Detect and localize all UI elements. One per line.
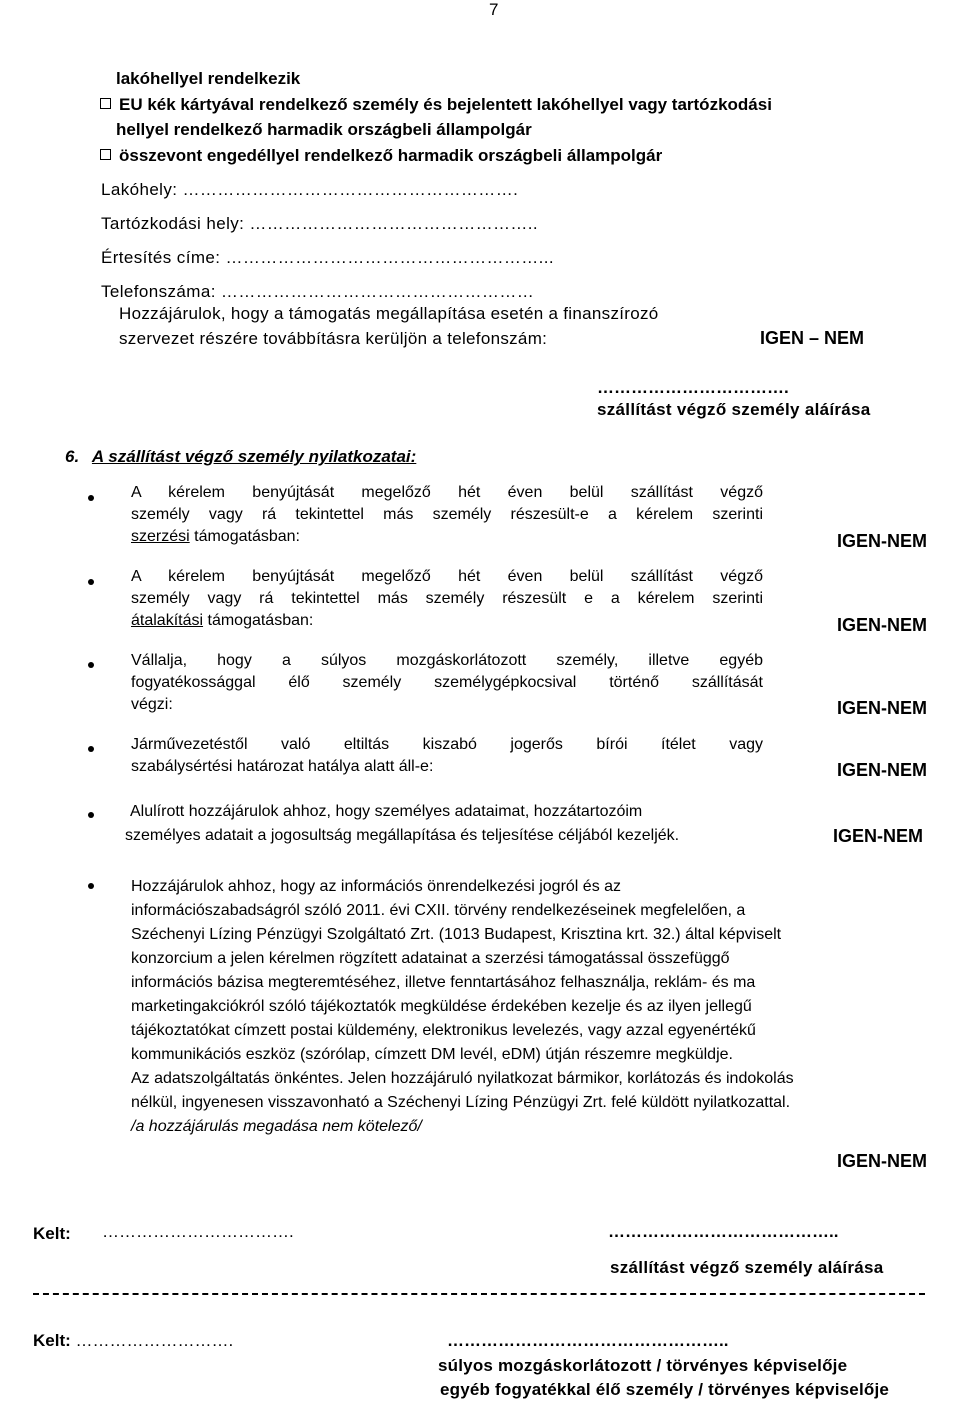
declaration-6-line: nélkül, ingyenesen visszavonható a Széchenyi Lízing Pénzügyi Zrt. felé küldött nyilatkozattal. (131, 1094, 791, 1111)
residence-continuation: lakóhellyel rendelkezik (116, 69, 301, 88)
page-number: 7 (489, 0, 499, 19)
phone-consent-answer[interactable]: IGEN – NEM (760, 328, 865, 348)
section-title: A szállítást végző személy nyilatkozatai: (91, 447, 417, 466)
declaration-6-line: Hozzájárulok ahhoz, hogy az információs önrendelkezési jogról és az (131, 878, 622, 895)
bullet (88, 662, 94, 668)
signature-label-2a: súlyos mozgáskorlátozott / törvényes képviselője (438, 1356, 848, 1375)
signature-label-1: szállítást végző személy aláírása (610, 1258, 884, 1277)
declaration-6-note: /a hozzájárulás megadása nem kötelező/ (131, 1118, 422, 1135)
declaration-6-line: kommunikációs eszköz (szórólap, címzett DM levél, eDM) útján részemre megküldje. (131, 1046, 733, 1063)
bullet (88, 883, 94, 889)
kelt-label-2: Kelt: ………………………. (33, 1331, 234, 1350)
field-stay-address[interactable]: Tartózkodási hely: ………………………………………….. (101, 214, 539, 233)
phone-consent-line2: szervezet részére továbbításra kerüljön a telefonszám: (119, 329, 548, 348)
declaration-6-line: Széchenyi Lízing Pénzügyi Szolgáltató Zrt. (1013 Budapest, Krisztina krt. 32.) által képviselt (131, 926, 782, 943)
declaration-2: A kérelem benyújtását megelőző hét éven belül szállítást végző személy vagy rá tekintettel más személy részesült e a kérelem szerinti átalakítási támogatásban: (131, 568, 763, 629)
bullet (88, 746, 94, 752)
field-notification-address[interactable]: Értesítés címe: ………………………………………………... (101, 248, 555, 267)
kelt-date-field-2[interactable]: ………………………. (75, 1331, 234, 1350)
signature-dots-2: ………………………………………….. (447, 1331, 729, 1350)
signature-label-2b: egyéb fogyatékkal élő személy / törvényes képviselője (440, 1380, 890, 1399)
declaration-5-line2: személyes adatait a jogosultság megállapítása és teljesítése céljából kezeljék. (125, 827, 680, 844)
phone-consent-line1: Hozzájárulok, hogy a támogatás megállapítása esetén a finanszírozó (119, 304, 659, 323)
declaration-6-line: marketingakciókról szóló tájékoztatók megküldése érdekében kezelje és az ilyen jellegű (131, 998, 752, 1015)
signature-label-top: szállítást végző személy aláírása (597, 400, 871, 419)
field-phone[interactable]: Telefonszáma: ……………………………………………… (101, 282, 535, 301)
declaration-5-line1: Alulírott hozzájárulok ahhoz, hogy személyes adataimat, hozzátartozóim (130, 803, 643, 820)
option-combined-permit: összevont engedéllyel rendelkező harmadik országbeli állampolgár (100, 146, 662, 166)
checkbox-combined-permit[interactable] (100, 149, 111, 160)
bullet (88, 579, 94, 585)
declaration-4: Járművezetéstől való eltiltás kiszabó jogerős bírói ítélet vagy szabálysértési határozat hatálya alatt áll-e: (131, 736, 763, 775)
declaration-6-answer[interactable]: IGEN-NEM (837, 1151, 927, 1171)
declaration-6-line: Az adatszolgáltatás önkéntes. Jelen hozzájáruló nyilatkozat bármikor, korlátozás és indokolás (131, 1070, 794, 1087)
signature-dots-top: ……………………………. (597, 378, 789, 397)
declaration-6-text (131, 875, 794, 1115)
option-eu-blue-card-line2: hellyel rendelkező harmadik országbeli állampolgár (116, 120, 532, 139)
checkbox-eu-blue-card[interactable] (100, 98, 111, 109)
cut-line-divider (33, 1293, 925, 1295)
bullet (88, 495, 94, 501)
kelt-label-1: Kelt: (33, 1224, 71, 1243)
declaration-2-answer[interactable]: IGEN-NEM (837, 615, 927, 635)
signature-dots-1: ………………………………….. (608, 1222, 839, 1241)
bullet (88, 812, 94, 818)
option-eu-blue-card: EU kék kártyával rendelkező személy és bejelentett lakóhellyel vagy tartózkodási (100, 95, 772, 115)
declaration-1-answer[interactable]: IGEN-NEM (837, 531, 927, 551)
declaration-5-answer[interactable]: IGEN-NEM (833, 826, 923, 846)
declaration-6-line: információs bázisa megteremtéséhez, illetve fenntartásához felhasználja, reklám- és ma (131, 974, 756, 991)
section-heading: 6. A szállítást végző személy nyilatkozatai: (65, 447, 417, 466)
kelt-date-field-1[interactable]: ……………………………. (102, 1222, 294, 1241)
declaration-6 (131, 875, 794, 1139)
declaration-3-answer[interactable]: IGEN-NEM (837, 698, 927, 718)
declaration-6-line: tájékoztatókat címzett postai küldemény, elektronikus levelezés, vagy azzal egyenértékű (131, 1022, 756, 1039)
declaration-1: A kérelem benyújtását megelőző hét éven belül szállítást végző személy vagy rá tekintettel más személy részesült-e a kérelem szerinti szerzési támogatásban: (131, 484, 763, 545)
declaration-6-line: konzorcium a jelen kérelmen rögzített adatainat a szerzési támogatással összefüggő (131, 950, 730, 967)
declaration-3: Vállalja, hogy a súlyos mozgáskorlátozott személy, illetve egyéb fogyatékossággal élő személy személygépkocsival történő szállítását végzi: (131, 652, 763, 713)
declaration-6-line: információszabadságról szóló 2011. évi CXII. törvény rendelkezéseinek megfelelően, a (131, 902, 746, 919)
declaration-4-answer[interactable]: IGEN-NEM (837, 760, 927, 780)
field-residence[interactable]: Lakóhely: …………………………………………………. (101, 180, 519, 199)
